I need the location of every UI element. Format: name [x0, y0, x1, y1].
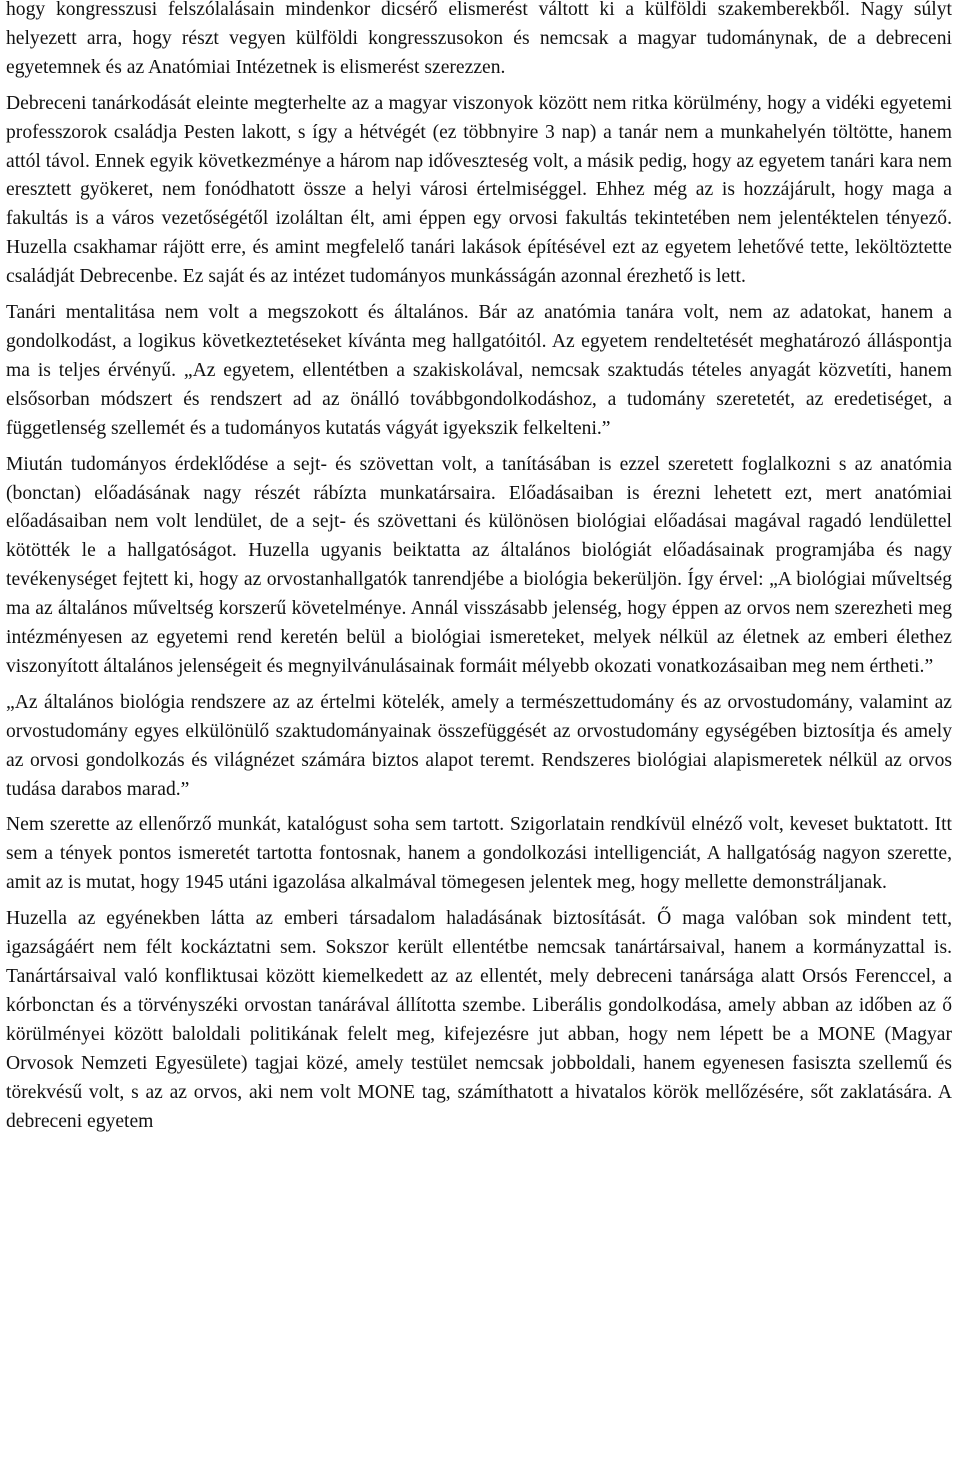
document-page [6, 0, 952, 1136]
paragraph-5: „Az általános biológia rendszere az az értelmi kötelék, amely a természettudomány és az orvostudomány, valamint az orvostudomány egyes elkülönülő szaktudományainak összefüggését az orvostudomány egységében biztosítja és amely az orvosi gondolkozás és világnézet számára biztos alapot teremt. Rendszeres biológiai alapismeretek nélkül az orvos tudása darabos marad.” [6, 691, 952, 800]
paragraph-1: hogy kongresszusi felszólalásain mindenkor dicsérő elismerést váltott ki a külföldi szakemberekből. Nagy súlyt helyezett arra, hogy részt vegyen külföldi kongresszusokon és nemcsak a magyar tudománynak, de a debreceni egyetemnek és az Anatómiai Intézetnek is elismerést szerezzen. [6, 0, 952, 78]
paragraph-6: Nem szerette az ellenőrző munkát, katalógust soha sem tartott. Szigorlatain rendkívül elnéző volt, keveset buktatott. Itt sem a tények pontos ismeretét tartotta fontosnak, hanem a gondolkozási intelligenciát, A hallgatóság nagyon szerette, amit az is mutat, hogy 1945 utáni igazolása alkalmával tömegesen jelentek meg, hogy mellette demonstráljanak. [6, 814, 952, 894]
paragraph-2: Debreceni tanárkodását eleinte megterhelte az a magyar viszonyok között nem ritka körülmény, hogy a vidéki egyetemi professzorok családja Pesten lakott, s így a hétvégét (ez többnyire 3 nap) a tanár nem a munkahelyén töltötte, hanem attól távol. Ennek egyik következménye a három nap időveszteség volt, a másik pedig, hogy az egyetem tanári kara nem eresztett gyökeret, nem fonódhatott össze a helyi városi értelmiséggel. Ehhez még az is hozzájárult, hogy maga a fakultás is a város vezetőségétől izoláltan élt, ami éppen egy orvosi fakultás tekintetében nem jelentéktelen tényező. Huzella csakhamar rájött erre, és amint megfelelő tanári lakások építésével ezt az egyetem lehetővé tette, leköltöztette családját Debrecenbe. Ez saját és az intézet tudományos munkásságán azonnal érezhető is lett. [6, 92, 952, 288]
paragraph-7: Huzella az egyénekben látta az emberi társadalom haladásának biztosítását. Ő maga valóban sok mindent tett, igazságáért nem félt kockáztatni sem. Sokszor került ellentétbe nemcsak tanártársaival, hanem a kormányzattal is. Tanártársaival való konfliktusai között kiemelkedett az az ellentét, mely debreceni tanársága alatt Orsós Ferenccel, a kórbonctan és a törvényszéki orvostan tanárával állította szembe. Liberális gondolkodása, amely abban az időben az ő körülményei között baloldali politikának felelt meg, kifejezésre jut abban, hogy nem lépett be a MONE (Magyar Orvosok Nemzeti Egyesülete) tagjai közé, amely testület nemcsak jobboldali, hanem egyenesen fasiszta szellemű és törekvésű volt, s az az orvos, aki nem volt MONE tag, számíthatott a hivatalos körök mellőzésére, sőt zaklatására. A debreceni egyetem [6, 908, 952, 1132]
paragraph-3: Tanári mentalitása nem volt a megszokott és általános. Bár az anatómia tanára volt, nem az adatokat, hanem a gondolkodást, a logikus következtetéseket kívánta meg hallgatóitól. Az egyetem rendeltetését meghatározó álláspontja ma is teljes érvényű. „Az egyetem, ellentétben a szakiskolával, nemcsak szaktudás tételes anyagát közvetíti, hanem elsősorban módszert és rendszert ad az önálló továbbgondolkodáshoz, a tudomány szeretetét, az eredetiséget, a függetlenség szellemét és a tudományos kutatás vágyát igyekszik felkelteni.” [6, 302, 952, 439]
paragraph-4: Miután tudományos érdeklődése a sejt- és szövettan volt, a tanításában is ezzel szeretett foglalkozni s az anatómia (bonctan) előadásának nagy részét rábízta munkatársaira. Előadásaiban is érezni lehetett ezt, mert anatómiai előadásaiban nem volt lendület, de a sejt- és szövettani és különösen biológiai előadásai magával ragadó lendülettel kötötték le a hallgatóságot. Huzella ugyanis beiktatta az általános biológiát előadásainak programjába és nagy tevékenységet fejtett ki, hogy az orvostanhallgatók tanrendjébe a biológia bekerüljön. Így érvel: „A biológiai műveltség ma az általános műveltség korszerű követelménye. Annál visszásabb jelenség, hogy éppen az orvos nem szerezheti meg intézményesen az egyetemi rend keretén belül a biológiai ismereteket, melyek nélkül az életnek az emberi élethez viszonyított általános jelenségeit és megnyilvánulásainak formáit mélyebb okozati vonatkozásaiban meg nem értheti.” [6, 453, 952, 677]
